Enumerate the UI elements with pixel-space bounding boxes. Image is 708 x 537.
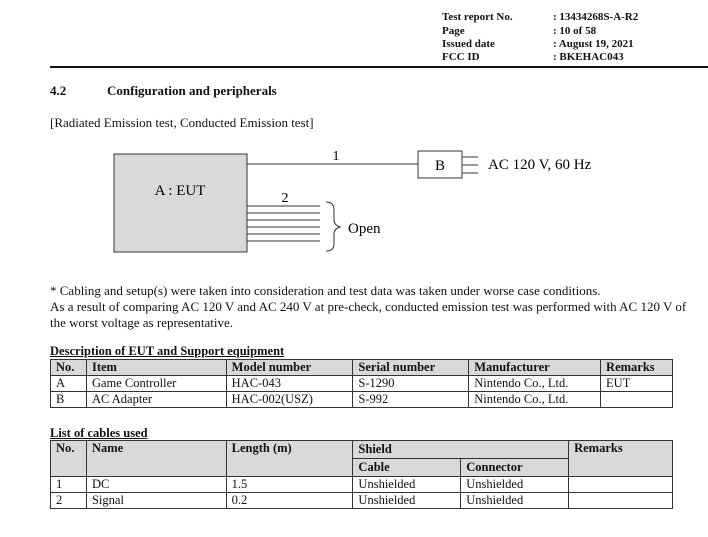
eut-label: A : EUT bbox=[154, 183, 206, 199]
cables-header-length: Length (m) bbox=[226, 441, 353, 477]
equipment-header-item: Item bbox=[86, 360, 226, 376]
cables-cell: Unshielded bbox=[353, 493, 461, 509]
cables-table-title: List of cables used bbox=[50, 426, 148, 440]
cables-cell bbox=[569, 493, 673, 509]
cables-cell: 0.2 bbox=[226, 493, 353, 509]
cables-header-remarks: Remarks bbox=[569, 441, 673, 477]
cables-header-name: Name bbox=[86, 441, 226, 477]
open-label: Open bbox=[348, 221, 381, 237]
equipment-cell: S-992 bbox=[353, 392, 469, 408]
equipment-table bbox=[50, 359, 673, 408]
power-label: AC 120 V, 60 Hz bbox=[488, 157, 592, 173]
table-row bbox=[51, 376, 673, 392]
equipment-header-row bbox=[51, 360, 673, 376]
equipment-header-manufacturer: Manufacturer bbox=[469, 360, 601, 376]
cables-cell: Signal bbox=[86, 493, 226, 509]
cables-cell: 2 bbox=[51, 493, 87, 509]
cables-cell: DC bbox=[86, 477, 226, 493]
cables-header-no: No. bbox=[51, 441, 87, 477]
equipment-cell: AC Adapter bbox=[86, 392, 226, 408]
header-value-issued-date: : August 19, 2021 bbox=[553, 38, 634, 50]
note-line-1: * Cabling and setup(s) were taken into consideration and test data was taken under worse case conditions. bbox=[50, 283, 601, 298]
cables-subheader-cable: Cable bbox=[353, 459, 461, 477]
section-number: 4.2 bbox=[50, 83, 67, 98]
cables-header-row bbox=[51, 441, 673, 459]
equipment-cell: EUT bbox=[601, 376, 673, 392]
header-rule bbox=[50, 66, 708, 68]
header-value-fcc-id: : BKEHAC043 bbox=[553, 51, 624, 63]
equipment-header-model: Model number bbox=[226, 360, 353, 376]
cables-cell: 1.5 bbox=[226, 477, 353, 493]
cables-cell: Unshielded bbox=[461, 477, 569, 493]
equipment-cell: A bbox=[51, 376, 87, 392]
cables-cell: Unshielded bbox=[461, 493, 569, 509]
equipment-cell: HAC-002(USZ) bbox=[226, 392, 353, 408]
cables-header-shield: Shield bbox=[353, 441, 569, 459]
table-row bbox=[51, 493, 673, 509]
cables-cell: 1 bbox=[51, 477, 87, 493]
cables-subheader-connector: Connector bbox=[461, 459, 569, 477]
header-label-issued-date: Issued date bbox=[442, 38, 495, 50]
equipment-header-remarks: Remarks bbox=[601, 360, 673, 376]
table-row bbox=[51, 477, 673, 493]
cables-cell: Unshielded bbox=[353, 477, 461, 493]
header-value-page: : 10 of 58 bbox=[553, 25, 597, 37]
equipment-cell: Game Controller bbox=[86, 376, 226, 392]
equipment-cell: Nintendo Co., Ltd. bbox=[469, 376, 601, 392]
header-label-page: Page bbox=[442, 25, 465, 37]
equipment-table-title: Description of EUT and Support equipment bbox=[50, 344, 285, 358]
equipment-header-serial: Serial number bbox=[353, 360, 469, 376]
cables-table bbox=[50, 440, 673, 509]
section-title: Configuration and peripherals bbox=[107, 83, 277, 98]
eut-box bbox=[114, 154, 247, 252]
note-line-3: the worst voltage as representative. bbox=[50, 315, 234, 330]
equipment-header-no: No. bbox=[51, 360, 87, 376]
note-line-2: As a result of comparing AC 120 V and AC 240 V at pre-check, conducted emission test was performed with AC 120 V of bbox=[50, 299, 687, 314]
header-label-report-no: Test report No. bbox=[442, 11, 513, 23]
open-brace bbox=[326, 202, 340, 251]
cable-1-label: 1 bbox=[332, 149, 340, 164]
section-subtitle: [Radiated Emission test, Conducted Emission test] bbox=[50, 115, 314, 130]
cable-2-label: 2 bbox=[281, 191, 289, 206]
equipment-cell bbox=[601, 392, 673, 408]
equipment-cell: Nintendo Co., Ltd. bbox=[469, 392, 601, 408]
adapter-label: B bbox=[434, 158, 446, 174]
equipment-cell: B bbox=[51, 392, 87, 408]
equipment-cell: S-1290 bbox=[353, 376, 469, 392]
equipment-cell: HAC-043 bbox=[226, 376, 353, 392]
header-label-fcc-id: FCC ID bbox=[442, 51, 480, 63]
cables-cell bbox=[569, 477, 673, 493]
table-row bbox=[51, 392, 673, 408]
configuration-diagram bbox=[0, 140, 708, 255]
header-value-report-no: : 13434268S-A-R2 bbox=[553, 11, 639, 23]
